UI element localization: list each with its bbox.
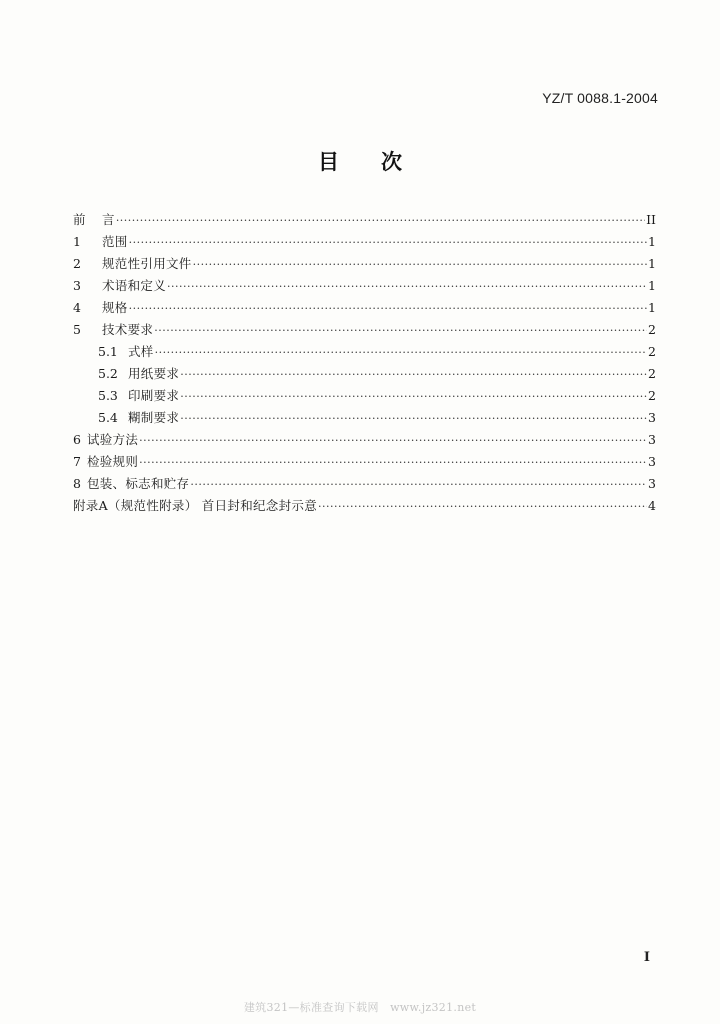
page-title: 目 次 (318, 150, 402, 174)
toc-entry-test-methods[interactable] (73, 429, 656, 451)
toc-entry-title: 包装、标志和贮存 (86, 476, 190, 491)
toc-entry-specifications[interactable] (73, 297, 656, 319)
toc-entry-page: 4 (648, 498, 656, 513)
standard-code: YZ/T 0088.1-2004 (542, 90, 658, 106)
toc-entry-title: 技术要求 (102, 322, 154, 337)
toc-entry-technical-requirements[interactable] (73, 319, 656, 341)
toc-entry-number: 5.1 (98, 344, 118, 359)
toc-entry-scope[interactable] (73, 231, 656, 253)
toc-entry-gluing-requirements[interactable] (73, 407, 656, 429)
toc-entry-packaging-marking-storage[interactable] (73, 473, 656, 495)
toc-dot-leader (129, 298, 647, 320)
toc-entry-number: 5 (73, 322, 81, 337)
page-number: I (643, 950, 650, 965)
watermark-text: 建筑321—标准查询下载网 www.jz321.net (243, 1001, 477, 1014)
toc-entry-page: 2 (648, 344, 656, 359)
toc-entry-page: 2 (648, 388, 656, 403)
toc-entry-page: 2 (648, 322, 656, 337)
toc-entry-title: 规范性引用文件 (102, 256, 192, 271)
toc-entry-page: 1 (648, 278, 656, 293)
toc-dot-leader (139, 430, 647, 452)
toc-entry-title: 范围 (102, 234, 128, 249)
toc-entry-title: 言 (102, 212, 115, 227)
toc-dot-leader (116, 210, 645, 232)
toc-dot-leader (129, 232, 647, 254)
toc-entry-printing-requirements[interactable] (73, 385, 656, 407)
toc-entry-appendix-a[interactable] (73, 495, 656, 517)
toc-entry-number: 5.4 (98, 410, 118, 425)
toc-dot-leader (318, 496, 647, 518)
toc-entry-title: 糊制要求 (128, 410, 180, 425)
toc-entry-page: 2 (648, 366, 656, 381)
toc-entry-title: 规格 (102, 300, 128, 315)
toc-entry-number: 6 (73, 432, 81, 447)
toc-entry-style[interactable] (73, 341, 656, 363)
toc-entry-title: 附录A（规范性附录） 首日封和纪念封示意 (73, 498, 318, 513)
toc-entry-number: 3 (73, 278, 81, 293)
toc-dot-leader (155, 342, 647, 364)
toc-entry-title: 试验方法 (86, 432, 139, 447)
toc-dot-leader (180, 364, 647, 386)
toc-entry-terms-definitions[interactable] (73, 275, 656, 297)
toc-entry-normative-references[interactable] (73, 253, 656, 275)
toc-entry-page: II (646, 212, 656, 227)
toc-entry-page: 3 (648, 454, 656, 469)
table-of-contents (73, 209, 656, 517)
toc-entry-inspection-rules[interactable] (73, 451, 656, 473)
toc-entry-number: 7 (73, 454, 81, 469)
toc-entry-number: 8 (73, 476, 81, 491)
toc-entry-page: 1 (648, 300, 656, 315)
toc-entry-paper-requirements[interactable] (73, 363, 656, 385)
toc-entry-page: 3 (648, 410, 656, 425)
toc-dot-leader (190, 474, 647, 496)
toc-entry-page: 1 (648, 234, 656, 249)
toc-entry-page: 3 (648, 432, 656, 447)
toc-entry-title: 术语和定义 (102, 278, 167, 293)
toc-dot-leader (167, 276, 647, 298)
toc-entry-page: 3 (648, 476, 656, 491)
toc-entry-preface[interactable] (73, 209, 656, 231)
toc-dot-leader (180, 408, 647, 430)
toc-dot-leader (154, 320, 647, 342)
toc-entry-number: 2 (73, 256, 81, 271)
toc-entry-title: 式样 (128, 344, 154, 359)
toc-dot-leader (139, 452, 647, 474)
toc-entry-title: 检验规则 (86, 454, 139, 469)
toc-entry-number: 5.2 (98, 366, 118, 381)
toc-entry-number: 前 (73, 212, 86, 227)
toc-entry-number: 5.3 (98, 388, 118, 403)
toc-entry-title: 用纸要求 (128, 366, 180, 381)
toc-entry-page: 1 (648, 256, 656, 271)
toc-entry-title: 印刷要求 (128, 388, 180, 403)
toc-dot-leader (180, 386, 647, 408)
toc-entry-number: 4 (73, 300, 81, 315)
toc-entry-number: 1 (73, 234, 81, 249)
toc-dot-leader (193, 254, 647, 276)
